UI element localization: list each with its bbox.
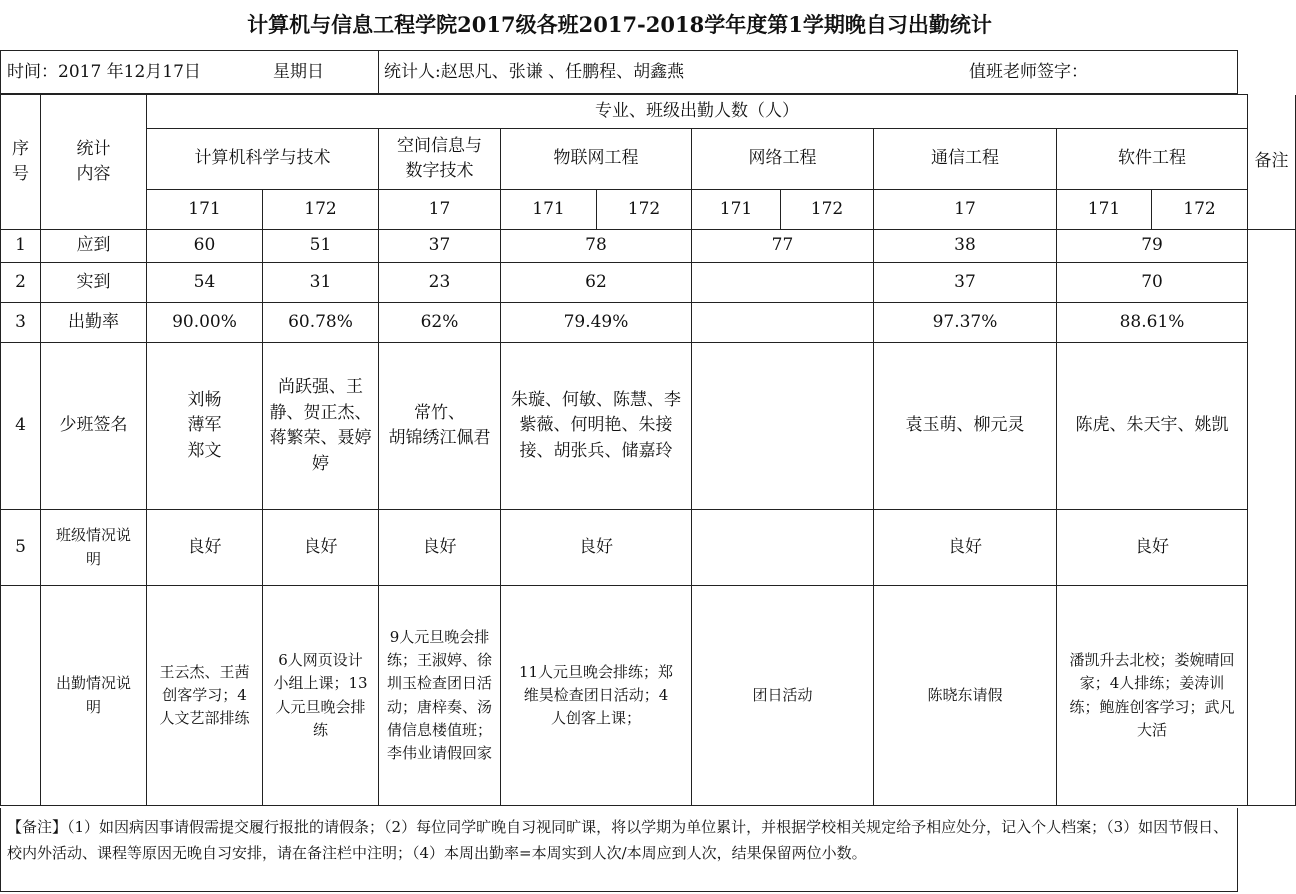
data-cell: 常竹、 胡锦绣江佩君	[379, 343, 501, 510]
weekday-text: 星期日	[273, 62, 324, 82]
row-label: 出勤情况说明	[41, 586, 147, 806]
data-cell: 37	[379, 230, 501, 263]
table-row	[1, 586, 1296, 806]
footer-note: 【备注】（1）如因病因事请假需提交履行报批的请假条；（2）每位同学旷晚自习视同旷课，将以学期为单位累计，并根据学校相关规定给予相应处分，记入个人档案；（3）如因节假日、校内外活动、课程等原因无晚自习安排，请在备注栏中注明；（4）本周出勤率=本周实到人次/本周应到人次，结果保留两位小数。	[0, 808, 1238, 892]
data-cell: 良好	[874, 510, 1057, 586]
table-row	[1, 303, 1296, 343]
data-cell: 70	[1057, 263, 1248, 303]
data-cell: 23	[379, 263, 501, 303]
data-cell: 37	[874, 263, 1057, 303]
row-label: 应到	[41, 230, 147, 263]
data-cell: 尚跃强、王静、贺正杰、蒋繁荣、聂婷婷	[263, 343, 379, 510]
data-cell: 袁玉萌、柳元灵	[874, 343, 1057, 510]
table-row	[1, 510, 1296, 586]
counters-text: 统计人:赵思凡、张谦 、任鹏程、胡鑫燕	[384, 62, 685, 82]
data-cell: 97.37%	[874, 303, 1057, 343]
data-cell: 54	[147, 263, 263, 303]
remark-header: 备注	[1248, 95, 1296, 230]
data-cell: 良好	[263, 510, 379, 586]
row-number: 1	[1, 230, 41, 263]
remark-cell	[1248, 230, 1296, 806]
attendance-table	[0, 94, 1296, 806]
group-header: 专业、班级出勤人数（人）	[147, 95, 1248, 129]
data-cell: 62%	[379, 303, 501, 343]
data-cell: 陈晓东请假	[874, 586, 1057, 806]
row-label: 班级情况说明	[41, 510, 147, 586]
info-bar	[0, 50, 1238, 94]
data-cell: 良好	[379, 510, 501, 586]
seq-header: 序号	[1, 95, 41, 230]
data-cell: 潘凯升去北校；娄婉晴回家；4人排练；姜涛训练；鲍旌创客学习；武凡大活	[1057, 586, 1248, 806]
row-number: 2	[1, 263, 41, 303]
data-cell	[692, 263, 874, 303]
data-cell: 良好	[501, 510, 692, 586]
data-cell: 良好	[147, 510, 263, 586]
data-cell: 刘畅 薄军 郑文	[147, 343, 263, 510]
class-header: 172	[263, 190, 379, 230]
class-header: 171	[501, 190, 597, 230]
class-header: 17	[379, 190, 501, 230]
table-row	[1, 263, 1296, 303]
date-text: 时间：2017 年12月17日	[7, 62, 201, 82]
row-label: 出勤率	[41, 303, 147, 343]
data-cell: 60	[147, 230, 263, 263]
major-header: 空间信息与数字技术	[379, 129, 501, 190]
class-header: 171	[1057, 190, 1152, 230]
class-header: 17	[874, 190, 1057, 230]
row-number: 3	[1, 303, 41, 343]
class-header: 172	[597, 190, 692, 230]
data-cell: 6人网页设计小组上课；13人元旦晚会排练	[263, 586, 379, 806]
class-header: 171	[692, 190, 781, 230]
content-header: 统计 内容	[41, 95, 147, 230]
major-header: 物联网工程	[501, 129, 692, 190]
data-cell: 62	[501, 263, 692, 303]
teacher-sign-label: 值班老师签字：	[969, 62, 1088, 82]
data-cell	[692, 303, 874, 343]
data-cell: 陈虎、朱天宇、姚凯	[1057, 343, 1248, 510]
data-cell: 9人元旦晚会排练；王淑婷、徐圳玉检查团日活动；唐梓奏、汤倩信息楼值班；李伟业请假回家	[379, 586, 501, 806]
class-header: 172	[1152, 190, 1248, 230]
table-row	[1, 230, 1296, 263]
data-cell: 良好	[1057, 510, 1248, 586]
row-number: 5	[1, 510, 41, 586]
row-number: 4	[1, 343, 41, 510]
row-number	[1, 586, 41, 806]
class-header: 172	[781, 190, 874, 230]
data-cell: 90.00%	[147, 303, 263, 343]
data-cell: 31	[263, 263, 379, 303]
data-cell	[692, 343, 874, 510]
data-cell: 朱璇、何敏、陈慧、李紫薇、何明艳、朱接接、胡张兵、储嘉玲	[501, 343, 692, 510]
major-header: 计算机科学与技术	[147, 129, 379, 190]
major-header: 软件工程	[1057, 129, 1248, 190]
row-label: 实到	[41, 263, 147, 303]
data-cell: 王云杰、王茜创客学习；4人文艺部排练	[147, 586, 263, 806]
data-cell: 11人元旦晚会排练；郑维昊检查团日活动；4人创客上课；	[501, 586, 692, 806]
data-cell: 团日活动	[692, 586, 874, 806]
data-cell: 51	[263, 230, 379, 263]
data-cell	[692, 510, 874, 586]
row-label: 少班签名	[41, 343, 147, 510]
class-header: 171	[147, 190, 263, 230]
major-header: 网络工程	[692, 129, 874, 190]
data-cell: 38	[874, 230, 1057, 263]
page-title: 计算机与信息工程学院2017级各班2017-2018学年度第1学期晚自习出勤统计	[247, 12, 992, 37]
data-cell: 79	[1057, 230, 1248, 263]
data-cell: 79.49%	[501, 303, 692, 343]
major-header: 通信工程	[874, 129, 1057, 190]
data-cell: 77	[692, 230, 874, 263]
data-cell: 78	[501, 230, 692, 263]
table-row	[1, 343, 1296, 510]
data-cell: 60.78%	[263, 303, 379, 343]
data-cell: 88.61%	[1057, 303, 1248, 343]
